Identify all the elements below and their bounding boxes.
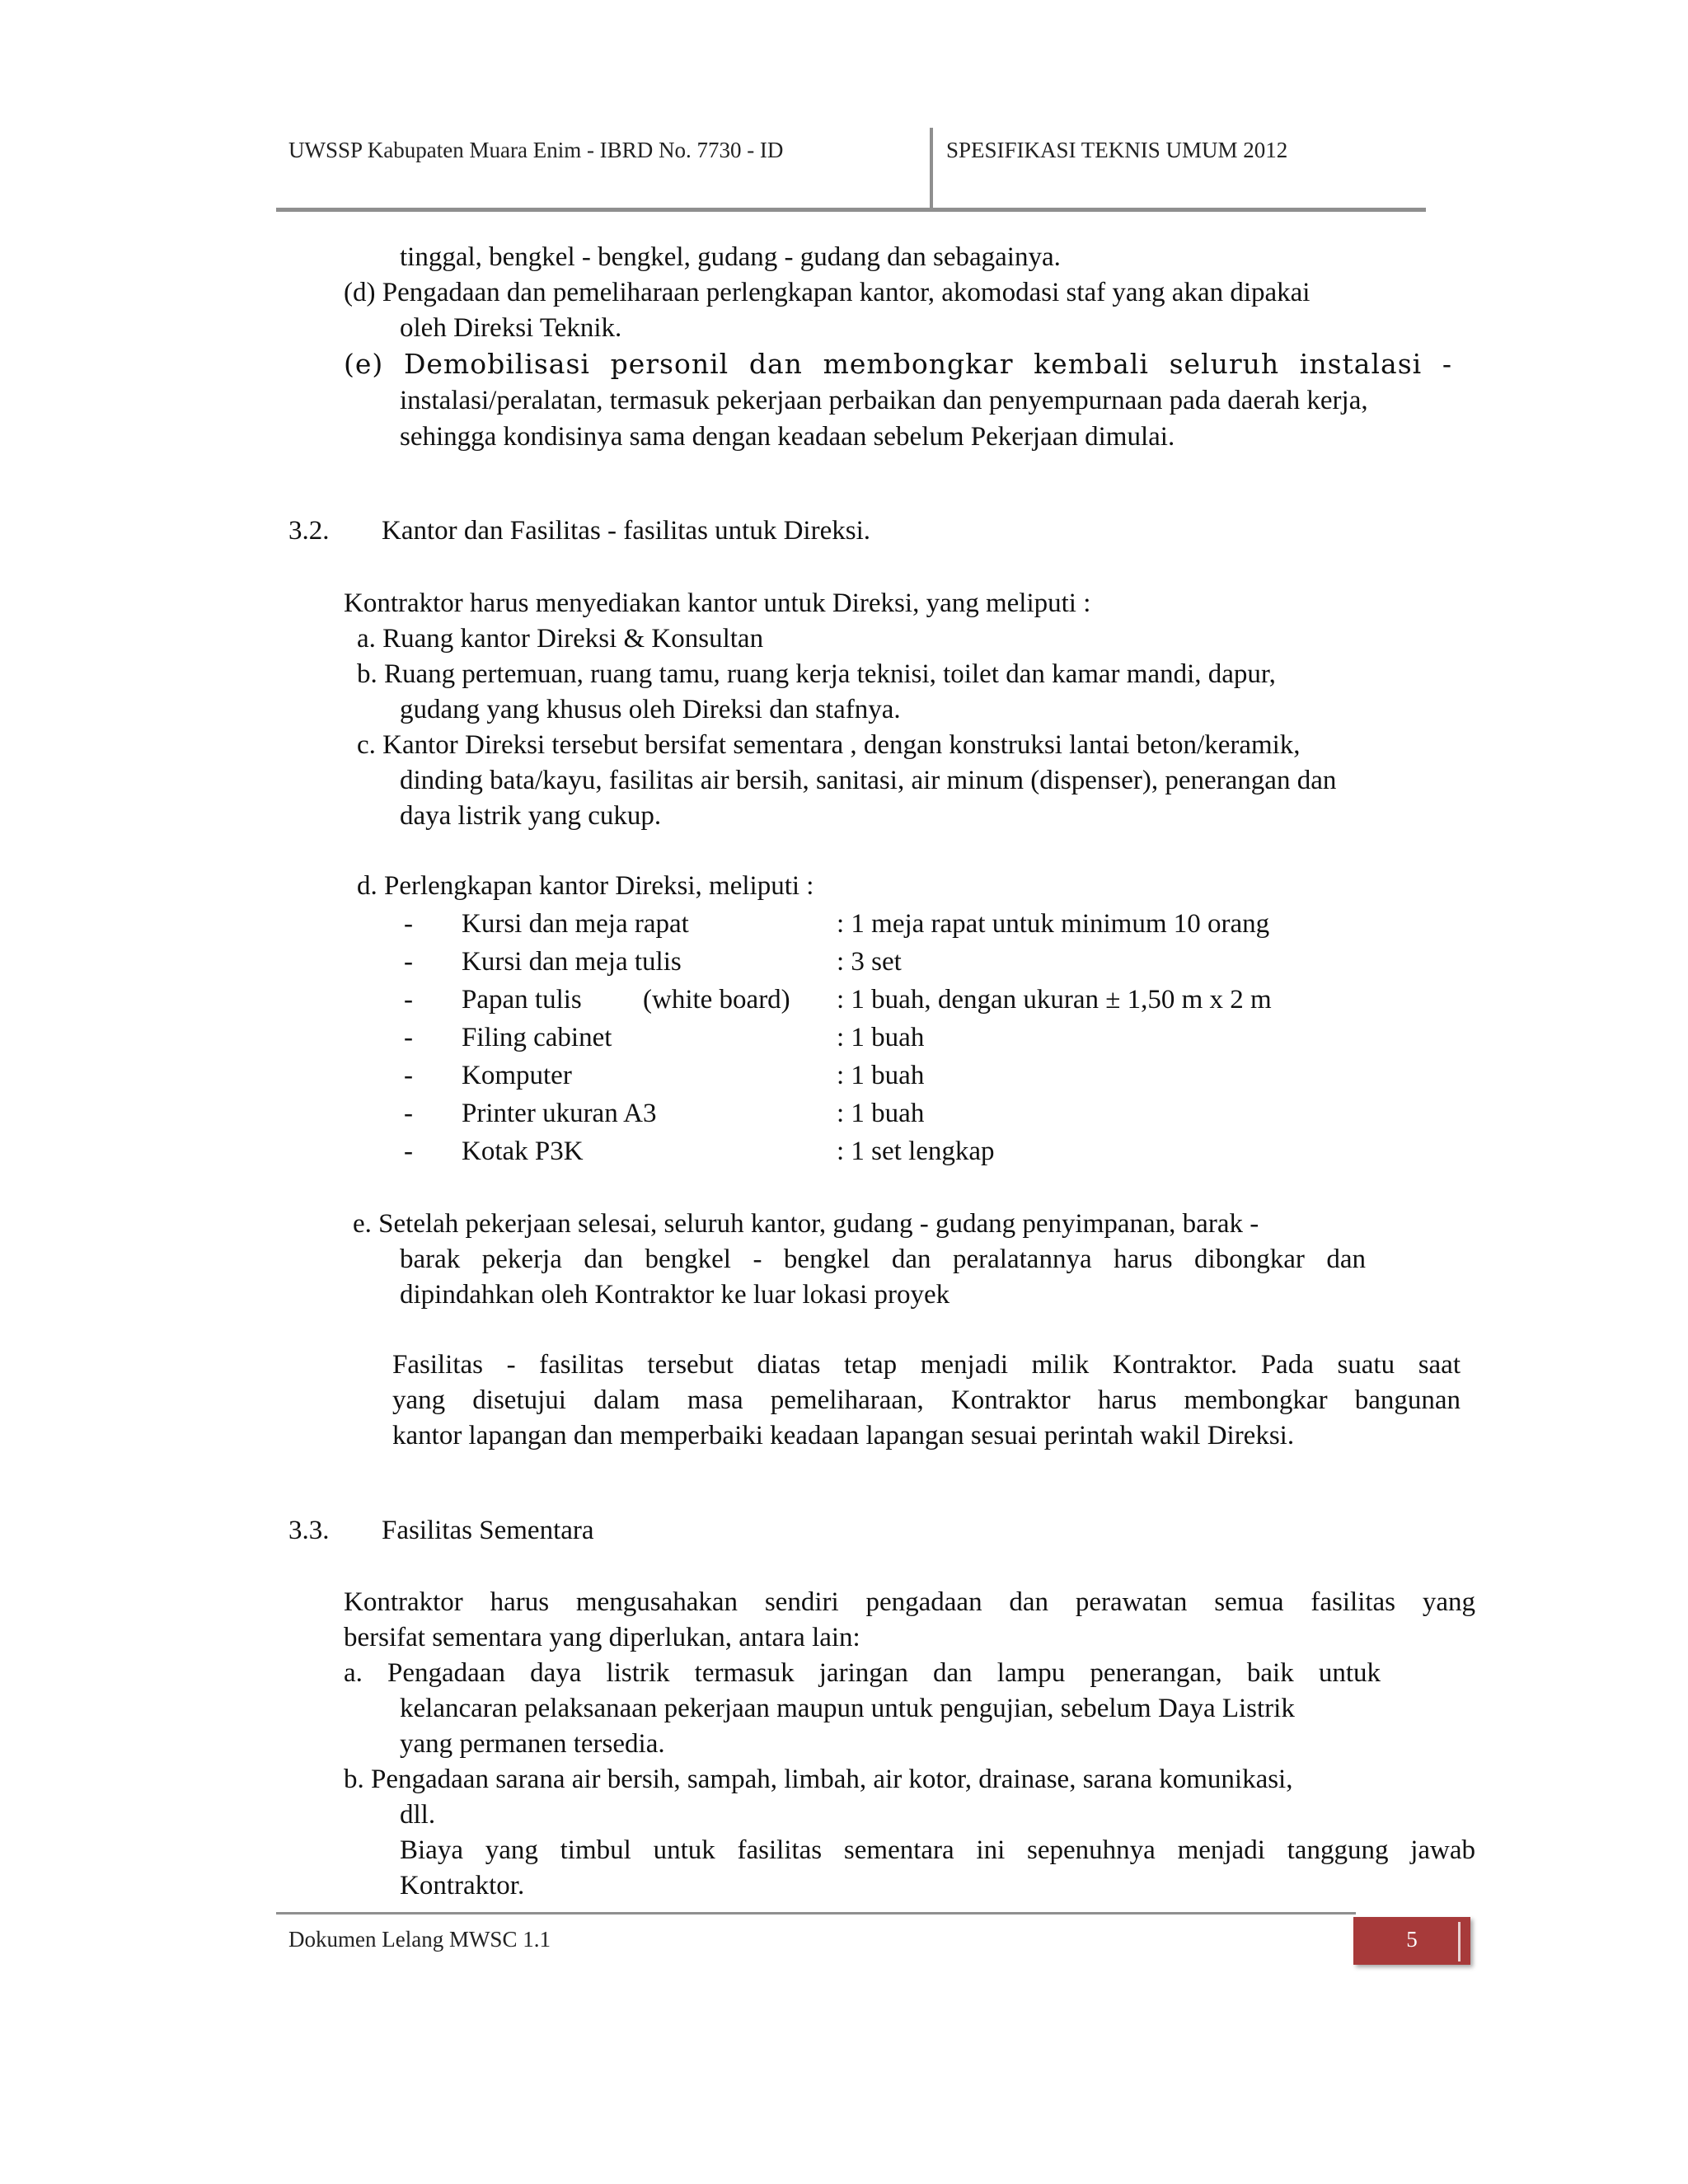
intro-e-line3: sehingga kondisinya sama dengan keadaan sebelum Pekerjaan dimulai. xyxy=(400,422,1175,452)
equipment-value: : 1 set lengkap xyxy=(837,1137,995,1166)
footer-left-text: Dokumen Lelang MWSC 1.1 xyxy=(288,1927,551,1952)
intro-d-line1: (d) Pengadaan dan pemeliharaan perlengkapan kantor, akomodasi staf yang akan dipakai xyxy=(344,278,1311,307)
section-3-3-item-b-line2: dll. xyxy=(400,1800,436,1830)
intro-d-line2: oleh Direksi Teknik. xyxy=(400,313,622,343)
section-3-2-item-c-line1: c. Kantor Direksi tersebut bersifat sementara , dengan konstruksi lantai beton/keramik, xyxy=(357,730,1301,760)
section-3-3-item-a-line2: kelancaran pelaksanaan pekerjaan maupun untuk pengujian, sebelum Daya Listrik xyxy=(400,1694,1295,1723)
equipment-value: : 1 meja rapat untuk minimum 10 orang xyxy=(837,909,1270,939)
section-3-2-item-d-lead: d. Perlengkapan kantor Direksi, meliputi : xyxy=(357,871,814,901)
header-left-text: UWSSP Kabupaten Muara Enim - IBRD No. 7730 - ID xyxy=(288,138,784,162)
header-separator xyxy=(930,128,933,211)
section-3-2-item-e-line3: dipindahkan oleh Kontraktor ke luar lokasi proyek xyxy=(400,1280,950,1310)
equipment-item: Kursi dan meja rapat xyxy=(462,909,689,939)
section-3-3-item-a-line3: yang permanen tersedia. xyxy=(400,1729,665,1759)
section-3-2-item-c-line3: daya listrik yang cukup. xyxy=(400,801,662,831)
list-dash: - xyxy=(404,1137,413,1166)
list-dash: - xyxy=(404,1023,413,1052)
section-3-2-title: Kantor dan Fasilitas - fasilitas untuk Direksi. xyxy=(382,516,870,546)
section-3-2-lead: Kontraktor harus menyediakan kantor untuk Direksi, yang meliputi : xyxy=(344,588,1091,618)
section-3-3-lead-line2: bersifat sementara yang diperlukan, antara lain: xyxy=(344,1623,860,1652)
page-number: 5 xyxy=(1406,1927,1418,1952)
equipment-item: Kursi dan meja tulis xyxy=(462,947,682,977)
facilities-paragraph-line1: Fasilitas - fasilitas tersebut diatas tetap menjadi milik Kontraktor. Pada suatu saat xyxy=(392,1350,1461,1380)
footer-rule xyxy=(276,1912,1356,1915)
equipment-item: Printer ukuran A3 xyxy=(462,1099,657,1128)
section-3-2-item-e-line1: e. Setelah pekerjaan selesai, seluruh kantor, gudang - gudang penyimpanan, barak - xyxy=(353,1209,1259,1239)
section-3-2-item-a: a. Ruang kantor Direksi & Konsultan xyxy=(357,624,764,654)
page-number-box xyxy=(1353,1917,1470,1965)
facilities-paragraph-line3: kantor lapangan dan memperbaiki keadaan lapangan sesuai perintah wakil Direksi. xyxy=(392,1421,1295,1451)
equipment-value: : 1 buah, dengan ukuran ± 1,50 m x 2 m xyxy=(837,985,1272,1015)
intro-c-continuation: tinggal, bengkel - bengkel, gudang - gudang dan sebagainya. xyxy=(400,242,1061,272)
list-dash: - xyxy=(404,1099,413,1128)
section-3-3-cost-line1: Biaya yang timbul untuk fasilitas sementara ini sepenuhnya menjadi tanggung jawab xyxy=(400,1835,1475,1865)
list-dash: - xyxy=(404,947,413,977)
section-3-3-item-a-line1: a. Pengadaan daya listrik termasuk jaringan dan lampu penerangan, baik untuk xyxy=(344,1658,1381,1688)
list-dash: - xyxy=(404,985,413,1015)
intro-e-line2: instalasi/peralatan, termasuk pekerjaan perbaikan dan penyempurnaan pada daerah kerja, xyxy=(400,386,1368,415)
equipment-item: Komputer xyxy=(462,1061,572,1090)
equipment-value: : 1 buah xyxy=(837,1023,925,1052)
equipment-item: Filing cabinet xyxy=(462,1023,612,1052)
equipment-item: Papan tulis (white board) xyxy=(462,985,790,1015)
section-3-2-item-e-line2: barak pekerja dan bengkel - bengkel dan peralatannya harus dibongkar dan xyxy=(400,1244,1366,1274)
equipment-value: : 1 buah xyxy=(837,1061,925,1090)
section-3-3-number: 3.3. xyxy=(288,1516,330,1545)
intro-e-line1: (e) Demobilisasi personil dan membongkar kembali seluruh instalasi - xyxy=(344,348,1452,380)
equipment-value: : 3 set xyxy=(837,947,902,977)
header-rule xyxy=(276,208,1426,212)
equipment-value: : 1 buah xyxy=(837,1099,925,1128)
section-3-2-item-b-line2: gudang yang khusus oleh Direksi dan stafnya. xyxy=(400,695,901,724)
section-3-2-number: 3.2. xyxy=(288,516,330,546)
list-dash: - xyxy=(404,909,413,939)
section-3-3-title: Fasilitas Sementara xyxy=(382,1516,594,1545)
section-3-2-item-c-line2: dinding bata/kayu, fasilitas air bersih, sanitasi, air minum (dispenser), penerangan dan xyxy=(400,766,1337,795)
header-right-text: SPESIFIKASI TEKNIS UMUM 2012 xyxy=(946,138,1288,162)
list-dash: - xyxy=(404,1061,413,1090)
section-3-3-lead-line1: Kontraktor harus mengusahakan sendiri pengadaan dan perawatan semua fasilitas yang xyxy=(344,1587,1475,1617)
section-3-3-item-b-line1: b. Pengadaan sarana air bersih, sampah, limbah, air kotor, drainase, sarana komunikasi, xyxy=(344,1765,1293,1794)
facilities-paragraph-line2: yang disetujui dalam masa pemeliharaan, Kontraktor harus membongkar bangunan xyxy=(392,1385,1461,1415)
section-3-3-cost-line2: Kontraktor. xyxy=(400,1871,525,1900)
page-number-divider xyxy=(1458,1922,1461,1961)
section-3-2-item-b-line1: b. Ruang pertemuan, ruang tamu, ruang kerja teknisi, toilet dan kamar mandi, dapur, xyxy=(357,659,1276,689)
equipment-item: Kotak P3K xyxy=(462,1137,584,1166)
